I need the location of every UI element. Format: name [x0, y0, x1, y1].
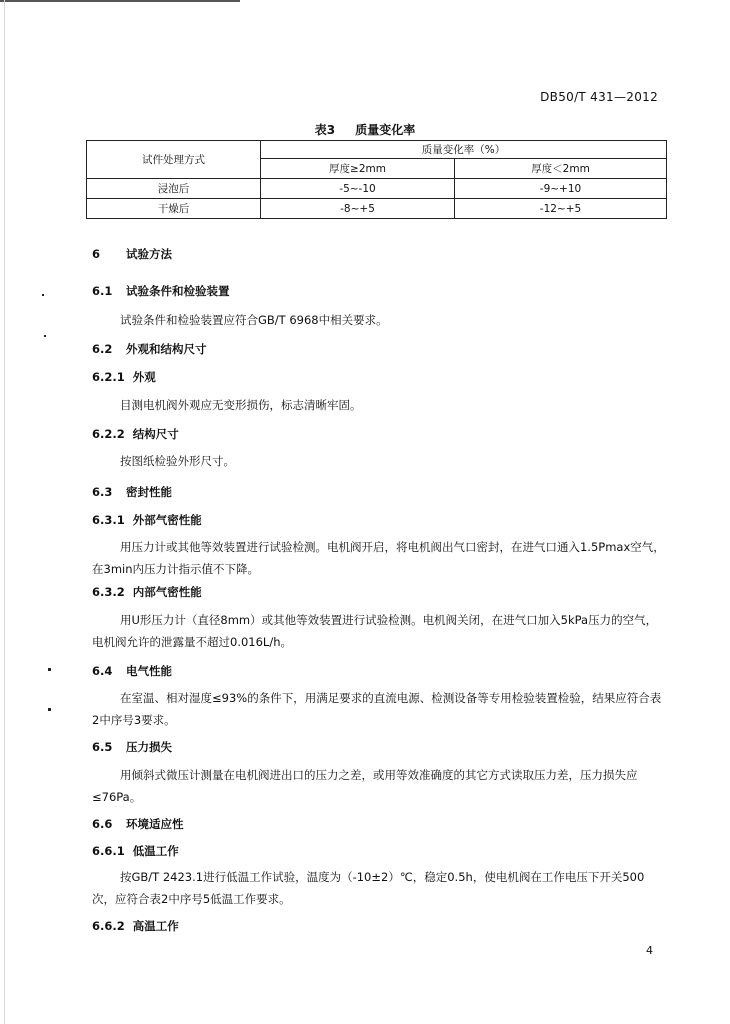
scan-speck	[42, 294, 44, 296]
scan-speck	[48, 708, 51, 711]
table-caption	[0, 121, 730, 138]
section-heading-6-1: 6.1 试验条件和检验装置	[92, 284, 230, 298]
section-heading-6-5: 6.5 压力损失	[92, 740, 172, 754]
header-thick-ge: 厚度≥2mm	[261, 159, 455, 179]
paragraph-6-2-1: 目测电机阀外观应无变形损伤，标志清晰牢固。	[120, 398, 362, 412]
header-thick-lt: 厚度＜2mm	[455, 159, 667, 179]
header-treatment: 试件处理方式	[87, 141, 261, 179]
paragraph-6-3-1: 用压力计或其他等效装置进行试验检测。电机阀开启，将电机阀出气口密封，在进气口通入1.5Pmax空气，在3min内压力计指示值不下降。	[92, 540, 665, 576]
table-row	[87, 179, 667, 199]
section-heading-6-4: 6.4 电气性能	[92, 664, 172, 678]
table-label: 表3	[314, 123, 336, 137]
paragraph-6-5: 用倾斜式微压计测量在电机阀进出口的压力之差，或用等效准确度的其它方式读取压力差，压力损失应≤76Pa。	[92, 768, 638, 804]
row-treatment: 浸泡后	[87, 179, 261, 199]
scan-edge-left	[4, 0, 5, 1024]
scan-speck	[44, 335, 46, 337]
header-rate: 质量变化率（%）	[261, 141, 667, 159]
section-heading-6-3-2: 6.3.2 内部气密性能	[92, 585, 202, 599]
section-heading-6-3: 6.3 密封性能	[92, 485, 172, 499]
mass-change-table	[86, 140, 667, 219]
section-heading-6-2-1: 6.2.1 外观	[92, 370, 156, 384]
paragraph-6-6-1: 按GB/T 2423.1进行低温工作试验，温度为（-10±2）℃，稳定0.5h，使电机阀在工作电压下开关500次，应符合表2中序号5低温工作要求。	[92, 870, 645, 906]
section-heading-6-3-1: 6.3.1 外部气密性能	[92, 513, 202, 527]
paragraph-6-1: 试验条件和检验装置应符合GB/T 6968中相关要求。	[120, 313, 388, 327]
paragraph-6-2-2: 按图纸检验外形尺寸。	[120, 454, 235, 468]
section-heading-6-6: 6.6 环境适应性	[92, 817, 184, 831]
section-heading-6-6-1: 6.6.1 低温工作	[92, 844, 179, 858]
page-number: 4	[646, 944, 653, 957]
row-value-ge: -8~+5	[261, 199, 455, 219]
row-value-lt: -9~+10	[455, 179, 667, 199]
paragraph-6-4: 在室温、相对湿度≤93%的条件下，用满足要求的直流电源、检测设备等专用检验装置检验，结果应符合表2中序号3要求。	[92, 691, 662, 727]
paragraph-6-3-2: 用U形压力计（直径8mm）或其他等效装置进行试验检测。电机阀关闭，在进气口加入5kPa压力的空气，电机阀允许的泄露量不超过0.016L/h。	[92, 613, 658, 649]
row-treatment: 干燥后	[87, 199, 261, 219]
section-heading-6-2-2: 6.2.2 结构尺寸	[92, 427, 179, 441]
section-heading-6: 6 试验方法	[92, 247, 172, 261]
row-value-ge: -5~-10	[261, 179, 455, 199]
section-heading-6-6-2: 6.6.2 高温工作	[92, 919, 179, 933]
document-code: DB50/T 431—2012	[540, 90, 658, 104]
table-row	[87, 199, 667, 219]
section-heading-6-2: 6.2 外观和结构尺寸	[92, 342, 207, 356]
table-title: 质量变化率	[355, 123, 416, 137]
row-value-lt: -12~+5	[455, 199, 667, 219]
scan-speck	[48, 668, 51, 671]
scan-edge-top	[0, 0, 240, 2]
